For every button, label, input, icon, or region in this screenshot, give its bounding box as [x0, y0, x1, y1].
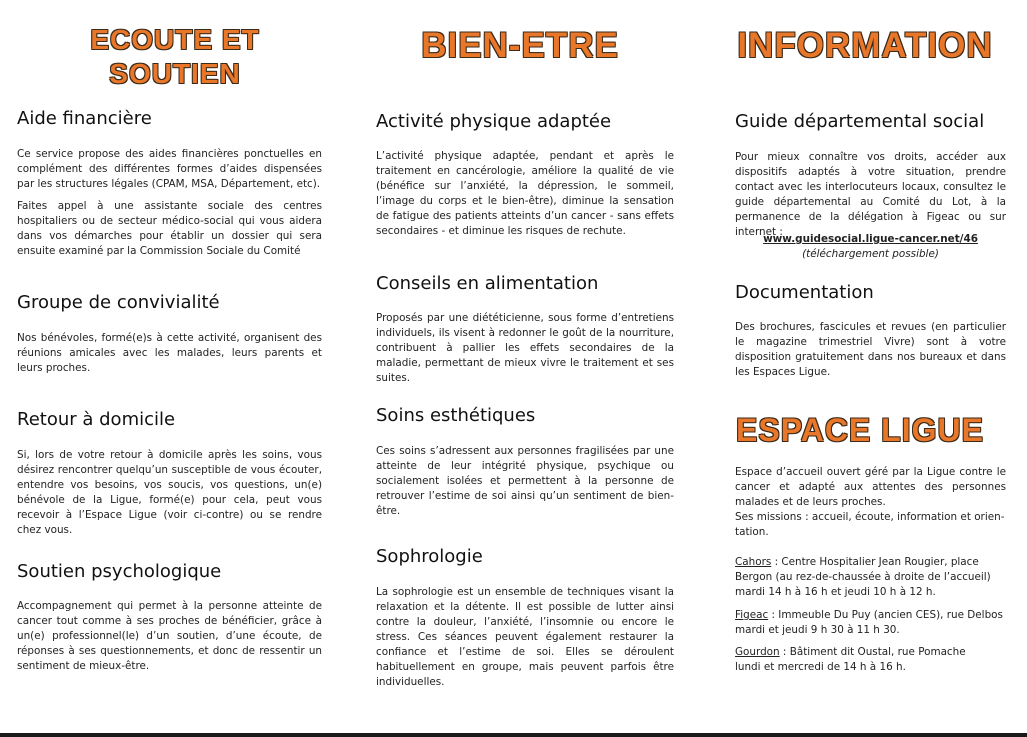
location-gourdon-hours: lundi et mercredi de 14 h à 16 h. — [735, 661, 906, 673]
banner-ecoute-line2: SOUTIEN — [109, 58, 241, 89]
location-gourdon — [735, 645, 1006, 675]
section-text-guide-departemental: Pour mieux connaître vos droits, accéder aux dispositifs adaptés à votre situation, prendre contact avec les interlocuteurs locaux, consultez le guide départemental au Comité du Lot, à la permanence de la délégation à Figeac ou sur internet : — [735, 151, 1006, 238]
section-text-documentation: Des brochures, fascicules et revues (en particulier le magazine trimestriel Vivre) sont à votre disposition gratuitement dans nos bureaux et dans les Espaces Ligue. — [735, 321, 1006, 378]
location-figeac-address: : Immeuble Du Puy (ancien CES), rue Delbos — [768, 609, 1003, 621]
section-title-documentation: Documentation — [735, 282, 874, 303]
section-title-groupe-convivialite: Groupe de convivialité — [17, 292, 220, 313]
espace-ligue-text: Espace d’accueil ouvert géré par la Ligue contre le cancer et adapté aux attentes des personnes malades et de leurs proches. — [735, 466, 1006, 508]
section-title-sophrologie: Sophrologie — [376, 546, 483, 567]
guide-note: (téléchargement possible) — [802, 248, 939, 260]
section-title-soins-esthetiques: Soins esthétiques — [376, 405, 536, 426]
location-figeac-hours: mardi et jeudi 9 h 30 à 11 h 30. — [735, 624, 900, 636]
location-figeac-city: Figeac — [735, 609, 769, 621]
column-information — [690, 0, 1027, 737]
section-text-sophrologie: La sophrologie est un ensemble de techniques visant la relaxation et la détente. Il est possible de lutter ainsi contre la douleur, l’anxiété, l’insomnie ou encore le stress. Ces séances peuvent également restaurer la confiance et l’estime de soi. Elles se déroulent habituellement en groupe, mais peuvent parfois être individuelles. — [376, 586, 674, 688]
location-cahors-hours: mardi 14 h à 16 h et jeudi 10 h à 12 h. — [735, 586, 936, 598]
section-text-activite-physique: L’activité physique adaptée, pendant et après le traitement en cancérologie, améliore la qualité de vie (bénéfice sur l’anxiété, la dépression, le sommeil, l’image du corps et le bien-être), diminue la sensation de fatigue des patients atteints d’un cancer - sans effets secondaires - et diminue les risques de rechute. — [376, 150, 674, 237]
section-text-conseils-alimentation: Proposés par une diététicienne, sous forme d’entretiens individuels, ils visent à redonner le goût de la nourriture, contribuent à pallier les effets secondaires de la maladie, permettant de mieux vivre le traitement et ses suites. — [376, 312, 674, 384]
location-cahors-city: Cahors — [735, 556, 772, 568]
section-title-activite-physique: Activité physique adaptée — [376, 111, 612, 132]
section-text-groupe-convivialite: Nos bénévoles, formé(e)s à cette activité, organisent des réunions amicales avec les malades, leurs parents et leurs proches. — [17, 332, 322, 374]
section-title-soutien-psychologique: Soutien psychologique — [17, 561, 222, 582]
section-text-aide-financiere-2: Faites appel à une assistante sociale des centres hospitaliers ou de secteur médico-social qui vous aidera dans vos démarches pour établir un dossier qui sera ensuite examiné par la Commission Sociale du Comité — [17, 200, 322, 257]
guide-link-text[interactable]: www.guidesocial.ligue-cancer.net/46 — [763, 233, 978, 245]
banner-espace-ligue: ESPACE LIGUE — [736, 412, 984, 448]
espace-ligue-missions: Ses missions : accueil, écoute, information et orien-tation. — [735, 511, 1005, 538]
section-text-retour-domicile: Si, lors de votre retour à domicile après les soins, vous désirez rencontrer quelqu’un susceptible de vous écouter, entendre vos besoins, vos soucis, vos questions, un(e) bénévole de la Ligue, formé(e) pour cela, peut vous recevoir à l’Espace Ligue (voir ci-contre) ou se rendre chez vous. — [17, 449, 322, 536]
location-figeac — [735, 608, 1006, 638]
column-ecoute-soutien — [0, 0, 340, 737]
section-text-soins-esthetiques: Ces soins s’adressent aux personnes fragilisées par une atteinte de leur intégrité physique, psychique ou socialement isolées et permettent à la personne de retrouver l’estime de soi ainsi qu’un sentiment de bien-être. — [376, 445, 674, 517]
section-title-aide-financiere: Aide financière — [17, 108, 152, 129]
section-title-retour-domicile: Retour à domicile — [17, 409, 176, 430]
guide-link[interactable] — [735, 232, 1006, 247]
location-gourdon-address: : Bâtiment dit Oustal, rue Pomache — [779, 646, 966, 658]
page-bottom-edge — [0, 733, 1027, 737]
location-cahors — [735, 555, 1006, 600]
banner-ecoute-line1: ECOUTE ET — [90, 24, 260, 55]
location-gourdon-city: Gourdon — [735, 646, 780, 658]
section-title-conseils-alimentation: Conseils en alimentation — [376, 273, 599, 294]
column-bien-etre — [340, 0, 690, 737]
banner-information: INFORMATION — [737, 26, 993, 65]
location-cahors-address: : Centre Hospitalier Jean Rougier, place Bergon (au rez-de-chaussée à droite de l’accueil) — [735, 556, 991, 583]
section-text-soutien-psychologique: Accompagnement qui permet à la personne atteinte de cancer tout comme à ses proches de bénéficier, grâce à un(e) professionnel(le) d’un soutien, d’une écoute, de réponses à ses questionnements, et donc de ressentir un sentiment de mieux-être. — [17, 600, 322, 672]
section-title-guide-departemental: Guide départemental social — [735, 111, 985, 132]
section-text-aide-financiere-1: Ce service propose des aides financières ponctuelles en complément des différentes formes d’aides dispensées par les structures légales (CPAM, MSA, Département, etc). — [17, 148, 322, 190]
banner-bien-etre: BIEN-ETRE — [421, 26, 619, 65]
